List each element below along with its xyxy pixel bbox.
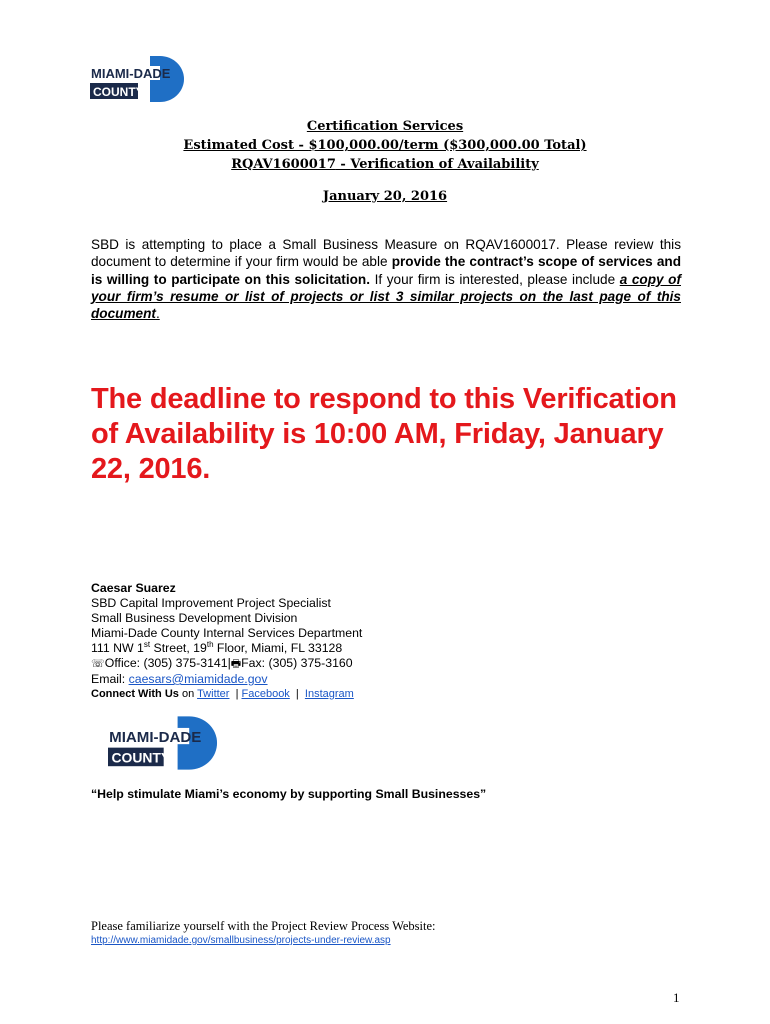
project-review-link[interactable]: http://www.miamidade.gov/smallbusiness/projects-under-review.asp bbox=[91, 935, 391, 946]
intro-emphasis: a copy of your firm’s resume or list of projects or list 3 similar projects on the last page of this document bbox=[91, 271, 681, 322]
estimated-cost-line bbox=[0, 137, 770, 155]
intro-text: SBD is attempting to place a Small Business Measure on RQAV1600017. Please review this document to determine if your firm would be able bbox=[91, 237, 681, 270]
footer-text: Please familiarize yourself with the Project Review Process Website: bbox=[91, 919, 436, 933]
addr-part-a: 111 NW 1 bbox=[91, 641, 144, 655]
contact-division: Small Business Development Division bbox=[91, 611, 298, 625]
phone-icon: ☏ bbox=[91, 658, 105, 670]
fax-icon: 🖶 bbox=[230, 658, 242, 670]
footer-link-wrap bbox=[91, 935, 391, 946]
date-text: January 20, 2016 bbox=[322, 189, 448, 204]
county-logo-signature bbox=[108, 715, 224, 771]
logo-graphic-2 bbox=[108, 715, 224, 771]
twitter-link[interactable]: Twitter bbox=[197, 688, 230, 700]
addr-sup-2: th bbox=[206, 639, 214, 649]
intro-end: . bbox=[155, 306, 160, 322]
title-text: Certification Services bbox=[306, 119, 464, 134]
logo2-bottom-text: COUNTY bbox=[111, 749, 171, 766]
rqav-title: Verification of Availability bbox=[350, 157, 539, 172]
cost-label: Estimated Cost bbox=[183, 138, 294, 153]
contact-department: Miami-Dade County Internal Services Department bbox=[91, 626, 363, 640]
logo-top-text: MIAMI-DADE bbox=[91, 66, 171, 81]
cost-sep: - bbox=[294, 138, 309, 153]
fax-number: Fax: (305) 375-3160 bbox=[241, 656, 353, 670]
doc-title bbox=[0, 118, 770, 136]
logo-graphic bbox=[90, 55, 190, 103]
addr-part-c: Floor, Miami, FL 33128 bbox=[213, 641, 343, 655]
contact-name: Caesar Suarez bbox=[91, 581, 176, 595]
page-number: 1 bbox=[673, 990, 680, 1005]
rqav-line bbox=[0, 156, 770, 174]
county-logo bbox=[90, 55, 190, 103]
connect-label: Connect With Us bbox=[91, 688, 179, 700]
contact-address bbox=[91, 641, 362, 656]
intro-after: If your firm is interested, please include bbox=[370, 271, 620, 287]
social-links: Connect With Us on Twitter | Facebook | Instagram bbox=[91, 688, 354, 700]
contact-block bbox=[91, 581, 362, 702]
logo2-top-text: MIAMI-DADE bbox=[109, 728, 202, 746]
contact-title: SBD Capital Improvement Project Specialist bbox=[91, 596, 331, 610]
addr-part-b: Street, 19 bbox=[150, 641, 207, 655]
intro-bold: provide the contract’s scope of services and is willing to participate on this solicitation. bbox=[91, 254, 682, 287]
addr-sup-1: st bbox=[143, 639, 151, 649]
rqav-number: RQAV1600017 bbox=[231, 157, 336, 172]
email-link[interactable]: caesars@miamidade.gov bbox=[128, 672, 268, 686]
instagram-link[interactable]: Instagram bbox=[304, 688, 354, 700]
deadline-notice: The deadline to respond to this Verification of Availability is 10:00 AM, Friday, January 22, 2016. bbox=[91, 383, 677, 485]
connect-on: on bbox=[178, 688, 198, 700]
contact-email-line bbox=[91, 672, 362, 687]
contact-phone-line bbox=[91, 656, 362, 672]
doc-date bbox=[0, 188, 770, 206]
cost-value: $100,000.00/term ($300,000.00 Total) bbox=[308, 138, 587, 153]
intro-paragraph bbox=[91, 236, 681, 322]
facebook-link[interactable]: Facebook bbox=[241, 688, 290, 700]
rqav-sep: - bbox=[335, 157, 351, 172]
email-label: Email: bbox=[91, 672, 129, 686]
logo-bottom-text: COUNTY bbox=[93, 85, 144, 99]
slogan: “Help stimulate Miami’s economy by supporting Small Businesses” bbox=[91, 787, 487, 801]
office-phone: Office: (305) 375-3141| bbox=[104, 656, 231, 670]
